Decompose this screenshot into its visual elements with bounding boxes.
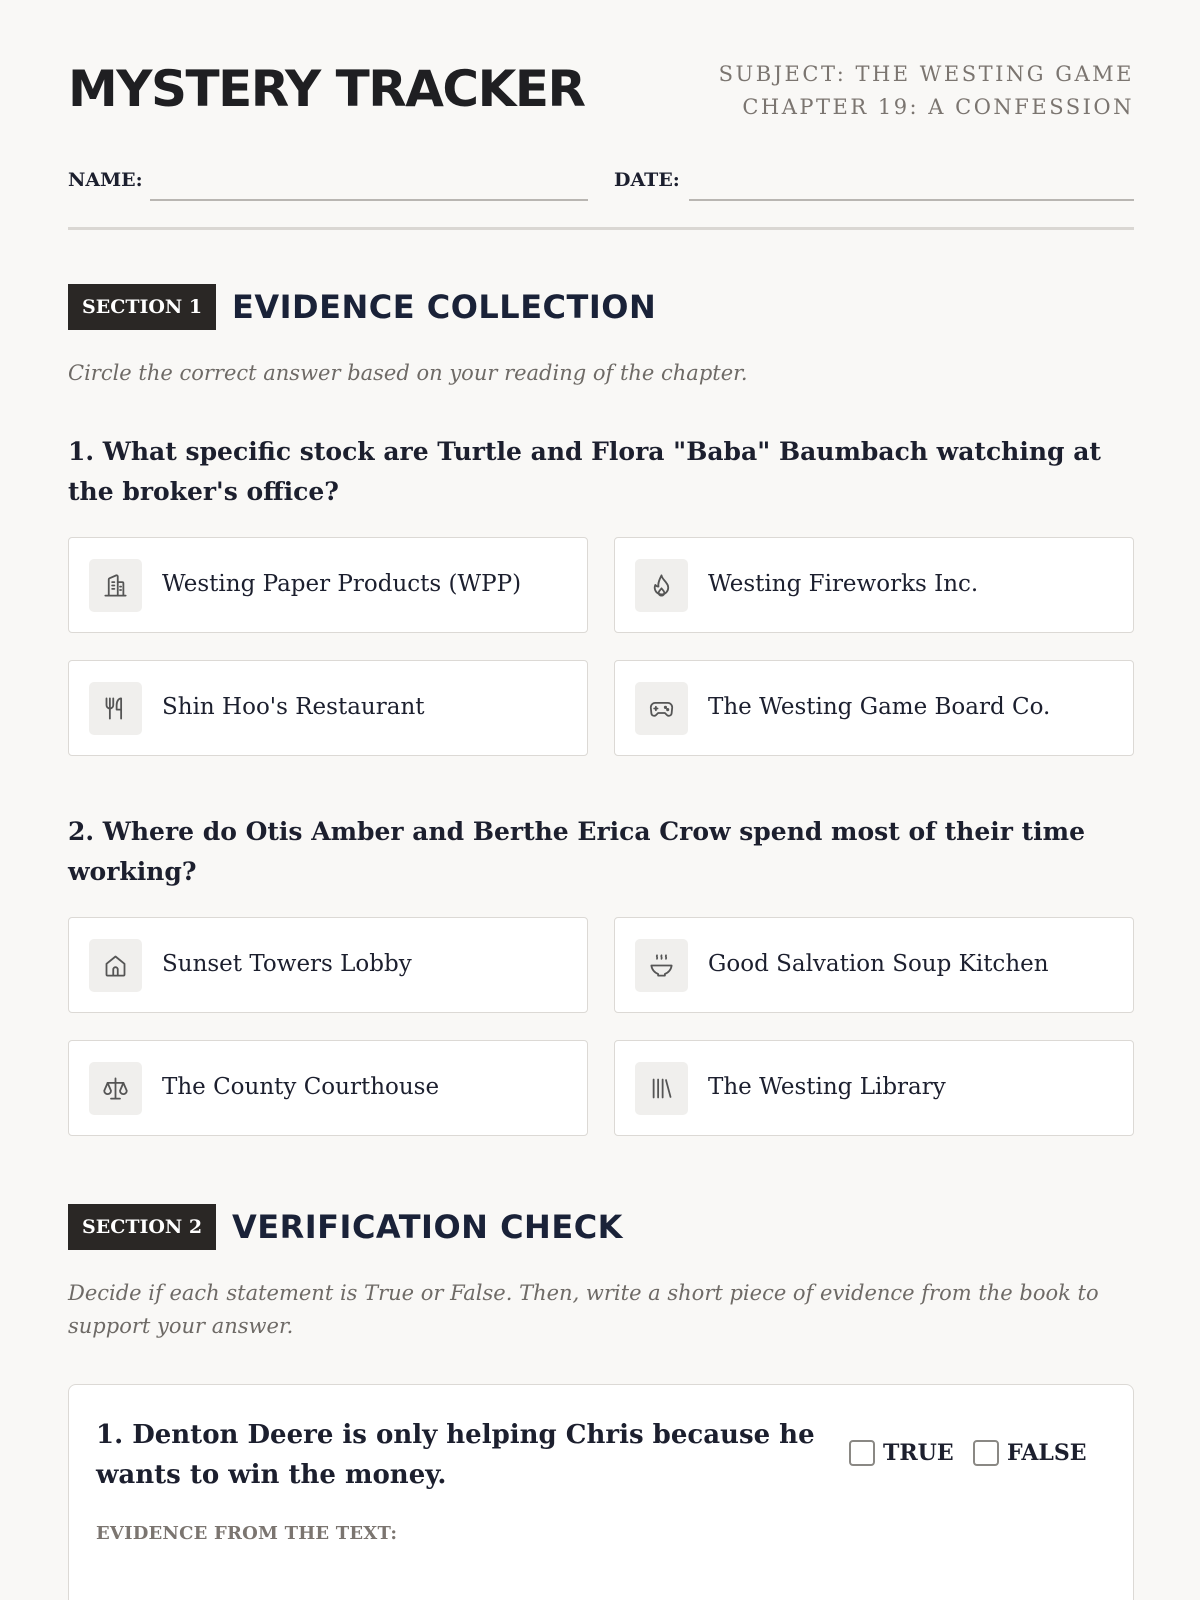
section-2-instructions: Decide if each statement is True or False. Then, write a short piece of evidence from the book to support your answer. xyxy=(68,1281,1099,1338)
true-label: TRUE xyxy=(883,1440,954,1466)
option-label: Westing Fireworks Inc. xyxy=(708,571,979,597)
false-label: FALSE xyxy=(1007,1440,1087,1466)
utensils-icon xyxy=(89,682,142,735)
section-2-title: VERIFICATION CHECK xyxy=(232,1208,623,1246)
q2-option-soup-kitchen[interactable] xyxy=(614,917,1134,1013)
flame-icon xyxy=(635,559,688,612)
gamepad-icon xyxy=(635,682,688,735)
name-field[interactable] xyxy=(150,199,588,201)
section-1-title: EVIDENCE COLLECTION xyxy=(232,288,657,326)
false-option[interactable] xyxy=(973,1439,1103,1467)
option-label: Good Salvation Soup Kitchen xyxy=(708,951,1049,977)
section-1-header xyxy=(68,284,1134,330)
q1-option-fireworks[interactable] xyxy=(614,537,1134,633)
q2-option-courthouse[interactable] xyxy=(68,1040,588,1136)
tf-statement: 1. Denton Deere is only helping Chris because he wants to win the money. xyxy=(96,1420,815,1490)
header-divider xyxy=(68,227,1134,230)
evidence-label: EVIDENCE FROM THE TEXT: xyxy=(96,1523,398,1544)
worksheet-header xyxy=(68,58,1134,128)
student-fields xyxy=(68,165,1134,201)
date-label: DATE: xyxy=(614,169,680,191)
q1-option-restaurant[interactable] xyxy=(68,660,588,756)
q2-option-lobby[interactable] xyxy=(68,917,588,1013)
question-2: 2. Where do Otis Amber and Berthe Erica Crow spend most of their time working? xyxy=(68,817,1086,886)
q1-option-board-co[interactable] xyxy=(614,660,1134,756)
option-label: Westing Paper Products (WPP) xyxy=(162,571,522,597)
section-1-instructions: Circle the correct answer based on your reading of the chapter. xyxy=(68,361,748,385)
library-icon xyxy=(635,1062,688,1115)
option-label: The County Courthouse xyxy=(162,1074,440,1100)
section-1-badge: SECTION 1 xyxy=(68,284,216,330)
true-checkbox[interactable] xyxy=(849,1440,875,1466)
worksheet-meta xyxy=(719,58,1134,124)
question-1: 1. What specific stock are Turtle and Flora "Baba" Baumbach watching at the broker's office? xyxy=(68,437,1101,506)
false-checkbox[interactable] xyxy=(973,1440,999,1466)
tf-item-1 xyxy=(68,1384,1134,1600)
option-label: The Westing Library xyxy=(708,1074,946,1100)
option-label: The Westing Game Board Co. xyxy=(708,694,1051,720)
name-label: NAME: xyxy=(68,169,143,191)
option-label: Shin Hoo's Restaurant xyxy=(162,694,425,720)
home-icon xyxy=(89,939,142,992)
section-2-header xyxy=(68,1204,1134,1250)
building-icon xyxy=(89,559,142,612)
chapter-label: CHAPTER 19: A CONFESSION xyxy=(742,95,1134,119)
q1-option-wpp[interactable] xyxy=(68,537,588,633)
subject-label: SUBJECT: THE WESTING GAME xyxy=(718,62,1134,86)
date-field[interactable] xyxy=(689,199,1134,201)
soup-icon xyxy=(635,939,688,992)
true-option[interactable] xyxy=(849,1439,959,1467)
section-2-badge: SECTION 2 xyxy=(68,1204,216,1250)
page-title: MYSTERY TRACKER xyxy=(68,60,585,118)
scale-icon xyxy=(89,1062,142,1115)
option-label: Sunset Towers Lobby xyxy=(162,951,412,977)
q2-option-library[interactable] xyxy=(614,1040,1134,1136)
